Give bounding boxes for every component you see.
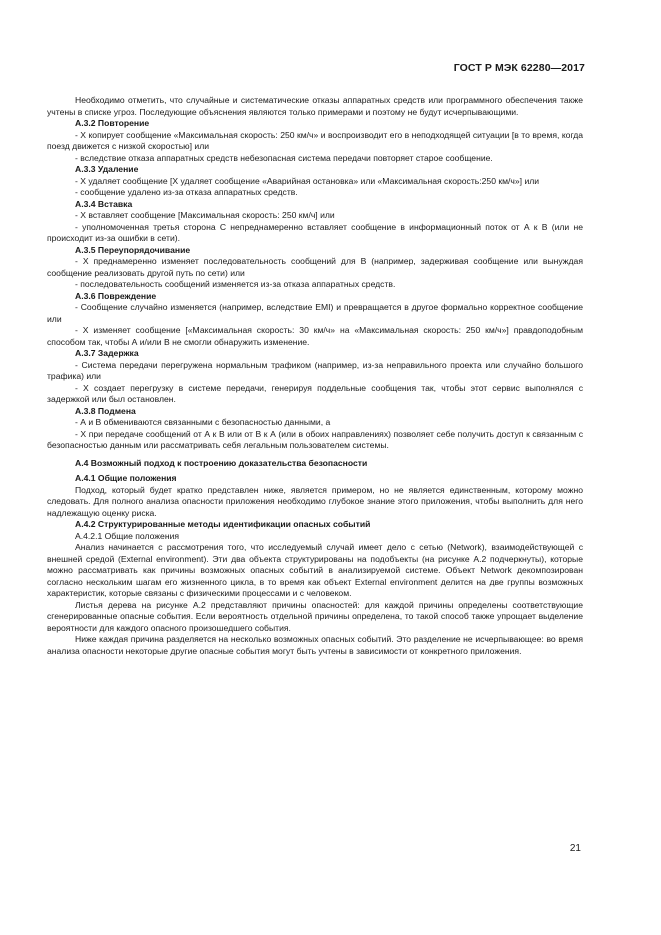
- paragraph: Анализ начинается с рассмотрения того, что исследуемый случай имеет дело с сетью (Network), взаимодействующей с внешней средой (External environment). Эти два объекта структурированы на подобъекты (на рисунке А.2 подчеркнуты), которые можно рассматривать как причины возможных опасных событий в анализируемой системе. Объект Network декомпозирован согласно нескольким шагам его жизненного цикла, в то время как объект External environment делится на две группы возможных характеристик, которые связаны с физическими процессами и с человеком.: [47, 542, 583, 598]
- paragraph: Подход, который будет кратко представлен ниже, является примером, но не является единственным, которому можно следовать. Для полного анализа опасности приложения необходимо глубокое знание этого приложения, чтобы выполнить для него надлежащую оценку риска.: [47, 484, 583, 518]
- page-body: [47, 95, 583, 657]
- list-item: - X удаляет сообщение [X удаляет сообщение «Аварийная остановка» или «Максимальная скорость:250 км/ч»] или: [75, 175, 540, 186]
- list-item: - X при передаче сообщений от А к В или от В к А (или в обоих направлениях) позволяет себе получить доступ к связанным с безопасностью данным или рассматривать себя легальным пользователем системы.: [47, 428, 583, 450]
- heading-a-4-2-1: А.4.2.1 Общие положения: [75, 530, 180, 541]
- list-item: - вследствие отказа аппаратных средств небезопасная система передачи повторяет старое сообщение.: [75, 152, 493, 163]
- list-item: - X копирует сообщение «Максимальная скорость: 250 км/ч» и воспроизводит его в неподходящей ситуации [в то время, когда поезд движется с низкой скоростью] или: [47, 129, 583, 151]
- paragraph-intro: Необходимо отметить, что случайные и систематические отказы аппаратных средств или программного обеспечения также учтены в списке угроз. Последующие объяснения являются только примерами и поэтому не будут исчерпывающими.: [47, 95, 583, 117]
- paragraph: Листья дерева на рисунке А.2 представляют причины опасностей: для каждой причины определены соответствующие сгенерированные опасные события. Если вероятность отдельной причины определена, то такой способ также упрощает выделение вероятности для каждого опасного произошедшего события.: [47, 599, 583, 633]
- heading-a-4-1: А.4.1 Общие положения: [75, 473, 177, 483]
- list-item: - Сообщение случайно изменяется (например, вследствие EMI) и превращается в другое формально корректное сообщение или: [47, 302, 583, 324]
- heading-a-3-2: А.3.2 Повторение: [75, 118, 150, 128]
- document-header: ГОСТ Р МЭК 62280—2017: [453, 62, 585, 74]
- heading-a-3-4: А.3.4 Вставка: [75, 198, 133, 209]
- heading-a-4: А.4 Возможный подход к построению доказательства безопасности: [75, 457, 368, 468]
- list-item: - Система передачи перегружена нормальным трафиком (например, из-за неправильного проекта или случайно большого трафика) или: [47, 359, 583, 381]
- paragraph: Ниже каждая причина разделяется на несколько возможных опасных событий. Это разделение не исчерпывающее: во время анализа опасности некоторые другие опасные события могут быть учтены в зависимости от конкретного приложения.: [47, 634, 583, 656]
- heading-a-3-7: А.3.7 Задержка: [75, 348, 139, 358]
- list-item: - X вставляет сообщение [Максимальная скорость: 250 км/ч] или: [75, 210, 335, 220]
- heading-a-3-3: А.3.3 Удаление: [75, 164, 139, 174]
- list-item: - сообщение удалено из-за отказа аппаратных средств.: [75, 187, 298, 197]
- page-number: 21: [569, 843, 581, 854]
- heading-a-3-5: А.3.5 Переупорядочивание: [75, 244, 191, 255]
- list-item: - X преднамеренно изменяет последовательность сообщений для В (например, задерживая сообщение или вынуждая сообщение реализовать другой путь по сети) или: [47, 256, 583, 278]
- heading-a-4-2: А.4.2 Структурированные методы идентификации опасных событий: [75, 519, 371, 529]
- list-item: - последовательность сообщений изменяется из-за отказа аппаратных средств.: [75, 279, 396, 289]
- list-item: - X создает перегрузку в системе передачи, генерируя поддельные сообщения так, чтобы этот сервис выполнялся с задержкой или был остановлен.: [47, 382, 583, 404]
- list-item: - X изменяет сообщение [«Максимальная скорость: 30 км/ч» на «Максимальная скорость: 250 км/ч»] правдоподобным способом так, чтобы А и/или В не смогли обнаружить изменение.: [47, 325, 583, 347]
- list-item: - А и В обмениваются связанными с безопасностью данными, а: [75, 417, 331, 427]
- heading-a-3-6: А.3.6 Повреждение: [75, 290, 157, 301]
- list-item: - уполномоченная третья сторона С непреднамеренно вставляет сообщение в информационный поток от А к В (или не происходит из-за ошибки в сети).: [47, 221, 583, 243]
- heading-a-3-8: А.3.8 Подмена: [75, 405, 136, 416]
